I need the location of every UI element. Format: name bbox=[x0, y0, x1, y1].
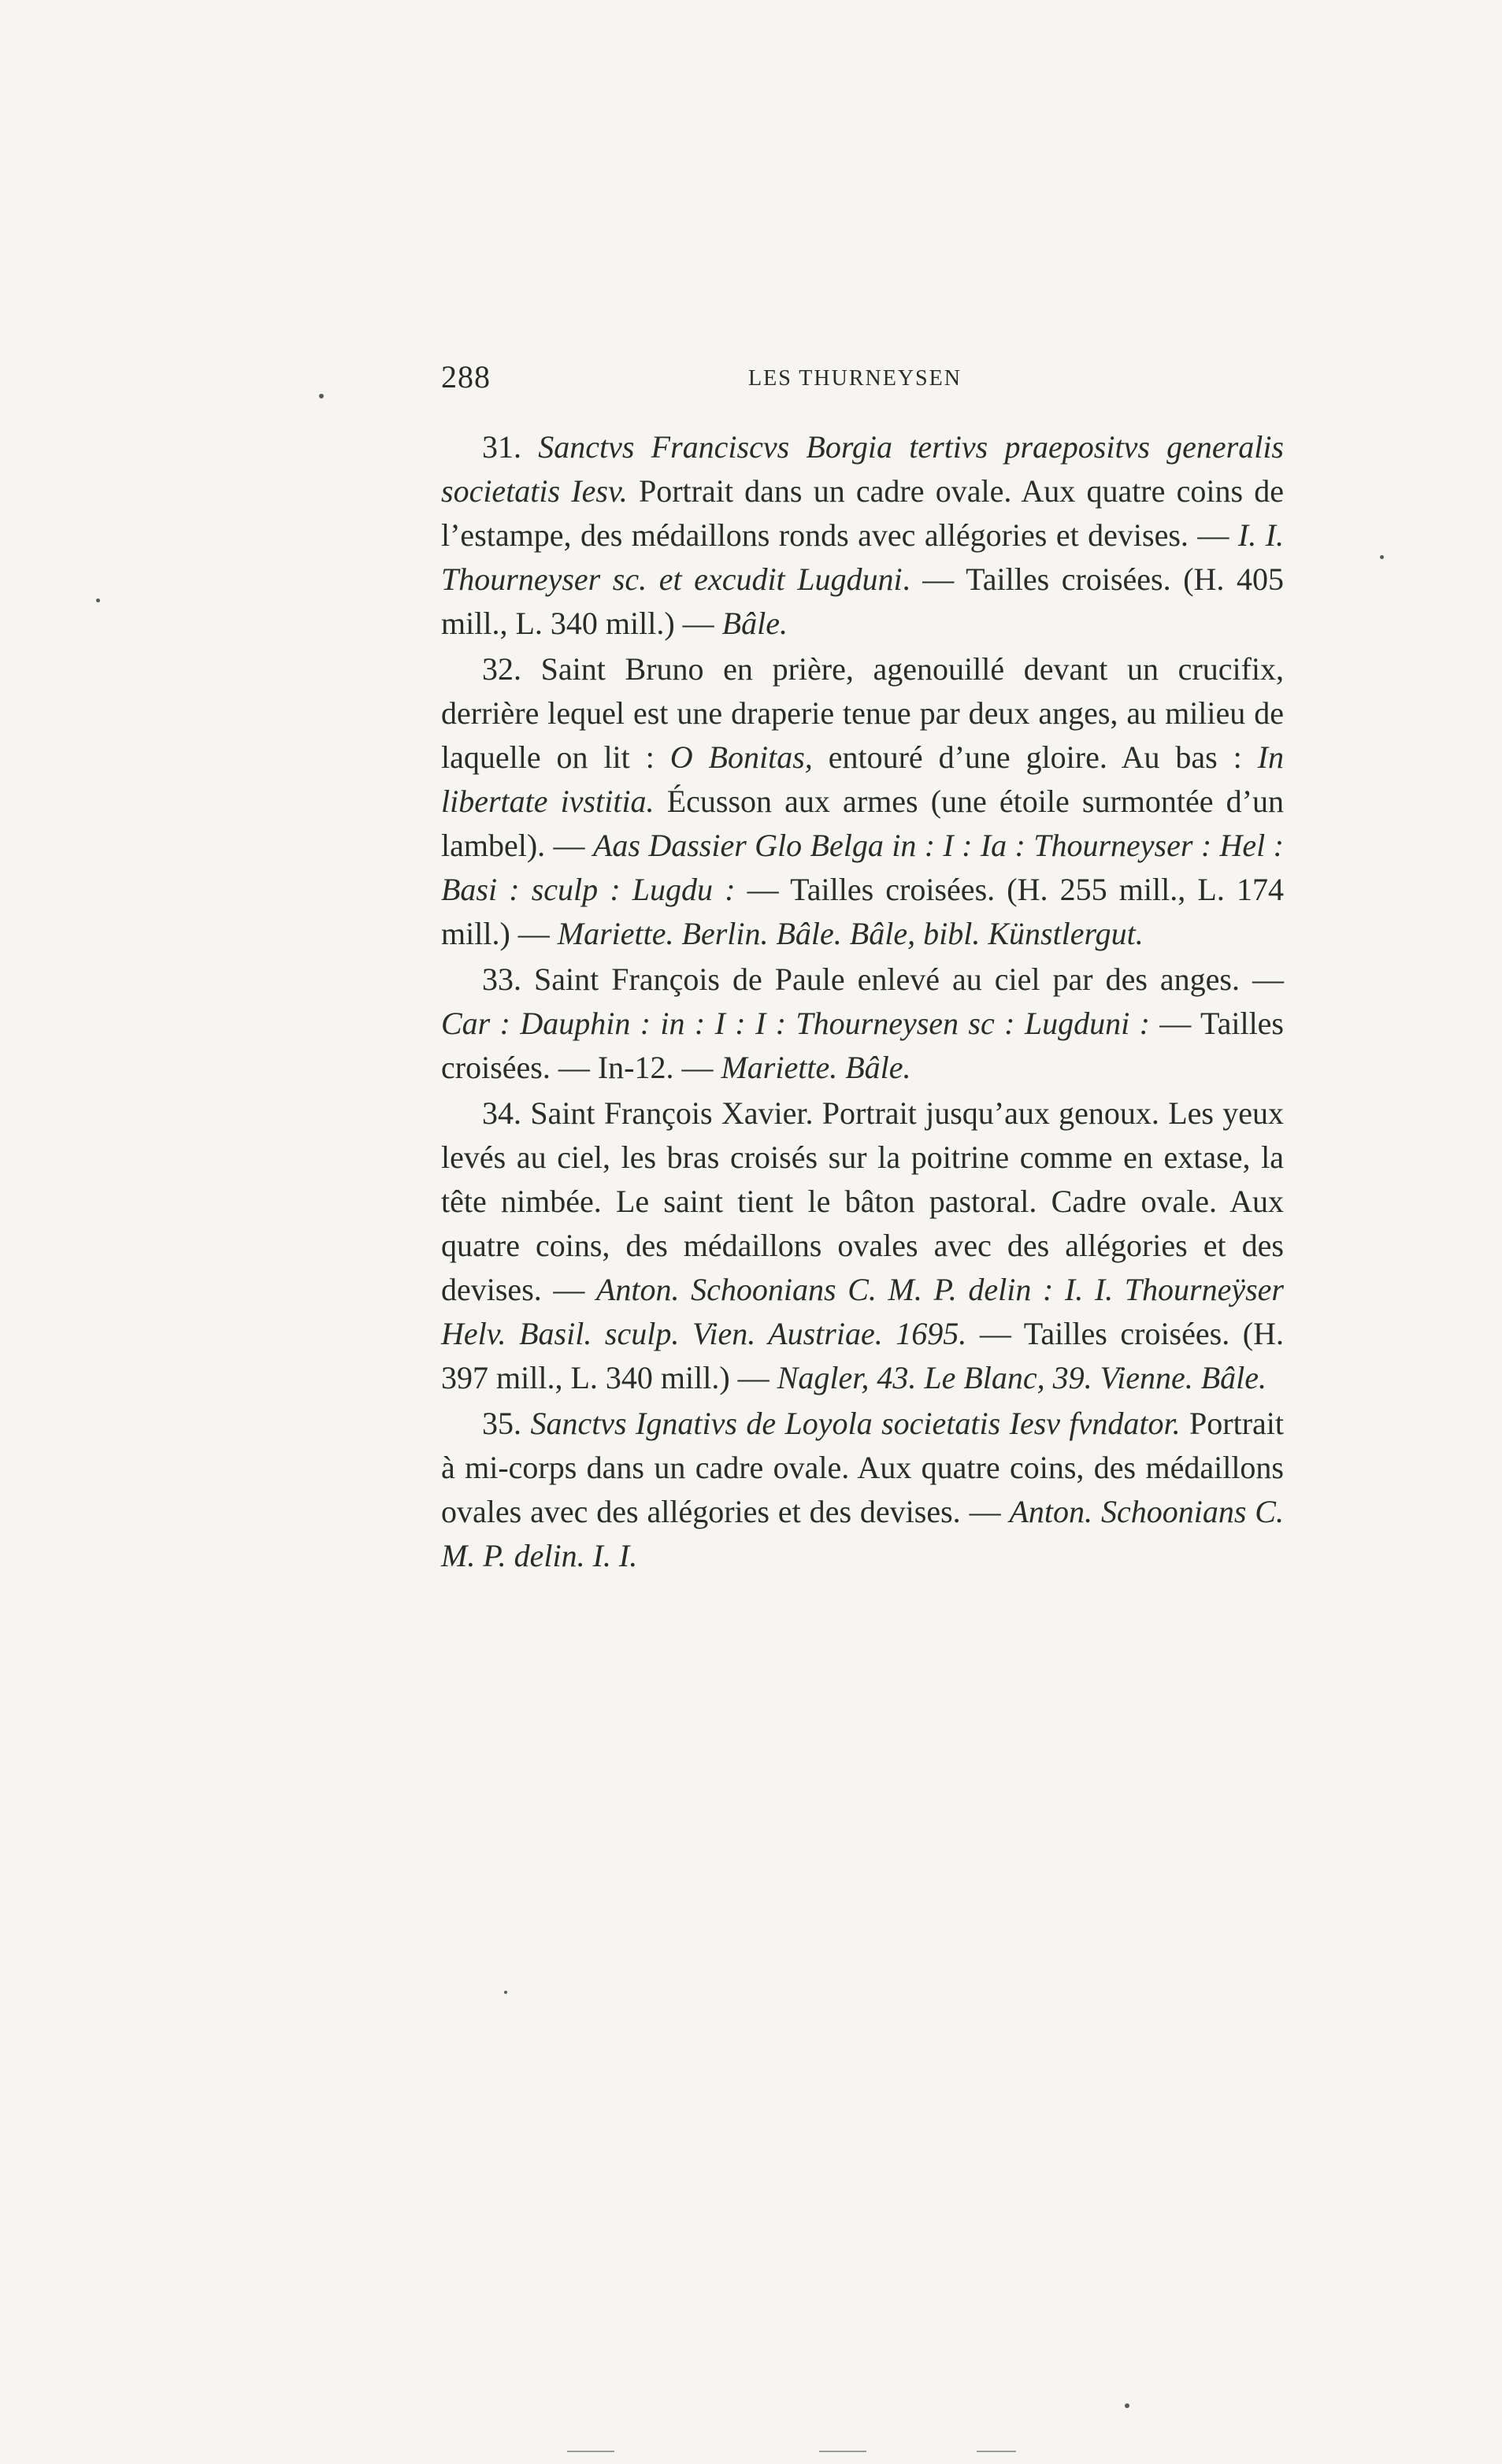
speck bbox=[96, 598, 100, 602]
body-text: Écusson aux armes (une étoile surmontée d’un lambel). — bbox=[441, 784, 1284, 863]
italic-text: Aas Dassier Glo Belga in : I : Ia : Thourneyser : Hel : Basi : sculp : Lugdu : bbox=[441, 828, 1284, 907]
italic-text: Sanctvs Ignativs de Loyola societatis Iesv fvndator. bbox=[530, 1406, 1181, 1441]
italic-text: Mariette. Bâle. bbox=[721, 1050, 911, 1085]
body-text: — Tailles croisées. (H. 255 mill., L. 174 mill.) — bbox=[441, 872, 1284, 951]
entry-number: 33. bbox=[482, 962, 521, 997]
italic-text: Anton. Schoonians C. M. P. delin : I. I. Thourneÿser Helv. Basil. sculp. Vien. Austriae. 1695. bbox=[441, 1272, 1284, 1351]
body-text: Portrait dans un cadre ovale. Aux quatre coins de l’estampe, des médaillons ronds avec allégories et devises. — bbox=[441, 473, 1285, 553]
entry-number: 31. bbox=[482, 429, 521, 465]
body-text: . — Tailles croisées. (H. 405 mill., L. 340 mill.) — bbox=[441, 561, 1284, 641]
italic-text: Mariette. Berlin. Bâle. Bâle, bibl. Künstlergut. bbox=[557, 916, 1144, 951]
speck bbox=[1380, 555, 1384, 559]
running-title: LES THURNEYSEN bbox=[748, 366, 962, 391]
bottom-scan-rule bbox=[819, 2451, 866, 2452]
speck bbox=[1125, 2403, 1129, 2408]
bottom-scan-rule bbox=[567, 2451, 614, 2452]
italic-text: Bâle. bbox=[721, 606, 788, 641]
catalog-entry bbox=[441, 647, 1284, 956]
italic-text: Car : Dauphin : in : I : I : Thourneysen sc : Lugduni : bbox=[441, 1006, 1150, 1041]
catalog-entry bbox=[441, 1091, 1284, 1400]
catalog-entry bbox=[441, 425, 1284, 646]
page-header bbox=[441, 358, 1307, 406]
speck bbox=[319, 394, 324, 398]
speck bbox=[504, 1991, 507, 1994]
page-number: 288 bbox=[441, 359, 491, 395]
body-text: entouré d’une gloire. Au bas : bbox=[812, 739, 1258, 775]
catalog-entry bbox=[441, 1402, 1284, 1578]
entry-number: 32. bbox=[482, 651, 521, 687]
bottom-scan-rule bbox=[977, 2451, 1016, 2452]
italic-text: I. I. Thourneyser sc. et excudit Lugduni bbox=[441, 517, 1285, 597]
italic-text: Anton. Schoonians C. M. P. delin. I. I. bbox=[441, 1494, 1284, 1573]
body-text: Saint Bruno en prière, agenouillé devant un crucifix, derrière lequel est une draperie tenue par deux anges, au milieu de laquelle on lit : bbox=[441, 651, 1285, 775]
catalog-entry bbox=[441, 958, 1284, 1090]
body-text: Saint François Xavier. Portrait jusqu’aux genoux. Les yeux levés au ciel, les bras croisés sur la poitrine comme en extase, la tête nimbée. Le saint tient le bâton pastoral. Cadre ovale. Aux quatre coins, des médaillons ovales avec des allégories et des devises. — bbox=[441, 1095, 1285, 1307]
entry-number: 34. bbox=[482, 1095, 521, 1131]
italic-text: O Bonitas, bbox=[669, 739, 813, 775]
body-text: Saint François de Paule enlevé au ciel par des anges. — bbox=[534, 962, 1285, 997]
catalog-entries bbox=[441, 425, 1284, 1580]
body-text: Portrait à mi-corps dans un cadre ovale. Aux quatre coins, des médaillons ovales avec des allégories et des devises. — bbox=[441, 1406, 1284, 1529]
body-text: — Tailles croisées. (H. 397 mill., L. 340 mill.) — bbox=[441, 1316, 1284, 1395]
italic-text: Nagler, 43. Le Blanc, 39. Vienne. Bâle. bbox=[777, 1360, 1267, 1395]
italic-text: Sanctvs Franciscvs Borgia tertivs praepositvs generalis societatis Iesv. bbox=[441, 429, 1284, 509]
body-text: — Tailles croisées. — In-12. — bbox=[441, 1006, 1284, 1085]
entry-number: 35. bbox=[482, 1406, 521, 1441]
italic-text: In libertate ivstitia. bbox=[441, 739, 1284, 819]
